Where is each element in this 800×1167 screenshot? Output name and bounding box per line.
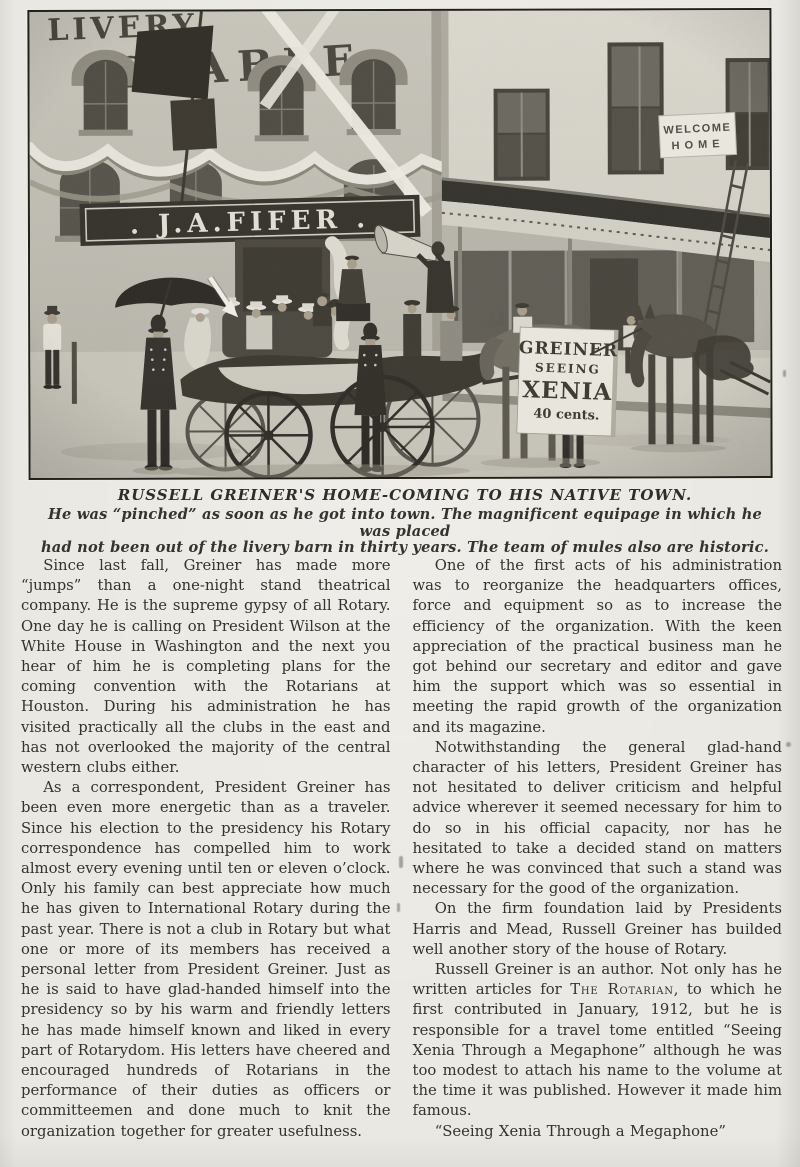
scan-smudge [783, 370, 786, 377]
caption-subtitle-line1: He was “pinched” as soon as he got into town. The magnificent equipage in which he was placed [47, 506, 763, 540]
paragraph: One of the first acts of his administration was to reorganize the headquarters offices, force and equipment so as to increase the efficiency of the organization. With the keen appreciation of the practical business man he got behind our secretary and editor and gave him the support which was so essential in meeting the rapid growth of the organization and its magazine. [412, 557, 782, 736]
paragraph: Russell Greiner is an author. Not only has he written articles for The Rotarian, to which he first contributed in January, 1912, but he is responsible for a travel tome entitled “Seeing Xenia Through a Megaphone” although he was too modest to attach his name to the volume at the time it was published. However it made him famous. [412, 961, 782, 1120]
column-left [21, 556, 391, 1142]
column-right [413, 556, 783, 1142]
paragraph: As a correspondent, President Greiner has been even more energetic than as a traveler. Since his election to the presidency his Rotary correspondence has compelled him to work almost every evening until ten or eleven o’clock. Only his family can best appreciate how much he has given to International Rotary during the past year. There is not a club in Rotary but what one or more of its members has received a personal letter from President Greiner. Just as he is said to have glad-handed himself into the presidency so by his warm and friendly letters he has made himself known and liked in every part of Rotarydom. His letters have cheered and encouraged hundreds of Rotarians in the performance of their duties as officers or committeemen and done much to knit the organization together for greater usefulness. [21, 779, 391, 1140]
caption-title: RUSSELL GREINER'S HOME-COMING TO HIS NATIVE TOWN. [117, 486, 693, 504]
photo-caption [30, 486, 780, 557]
scan-smudge [399, 856, 403, 868]
photograph-frame [27, 8, 772, 480]
photo-vignette [29, 10, 770, 478]
paragraph: Since last fall, Greiner has made more “jumps” than a one-night stand theatrical company. He is the supreme gypsy of all Rotary. One day he is calling on President Wilson at the White House in Washington and the next you hear of him he is completing plans for the coming convention with the Rotarians at Houston. During his administration he has visited practically all the clubs in the east and has not overlooked the majority of the central western clubs either. [21, 557, 391, 777]
caption-subtitle-line2: had not been out of the livery barn in thirty years. The team of mules also are historic. [40, 539, 769, 556]
paragraph: “Seeing Xenia Through a Megaphone” [434, 1122, 726, 1140]
paragraph: Notwithstanding the general glad-hand character of his letters, President Greiner has not hesitated to deliver criticism and helpful advice wherever it seemed necessary for him to do so in his official capacity, nor has he hesitated to take a decided stand on matters where he was convinced that such a stand was necessary for the good of the organization. [412, 738, 782, 898]
scan-smudge [397, 903, 400, 912]
article-columns [21, 556, 782, 1142]
scan-smudge [786, 742, 791, 747]
paragraph: On the firm foundation laid by Presidents Harris and Mead, Russell Greiner has builded well another story of the house of Rotary. [412, 900, 782, 958]
photo-scene [29, 10, 770, 478]
